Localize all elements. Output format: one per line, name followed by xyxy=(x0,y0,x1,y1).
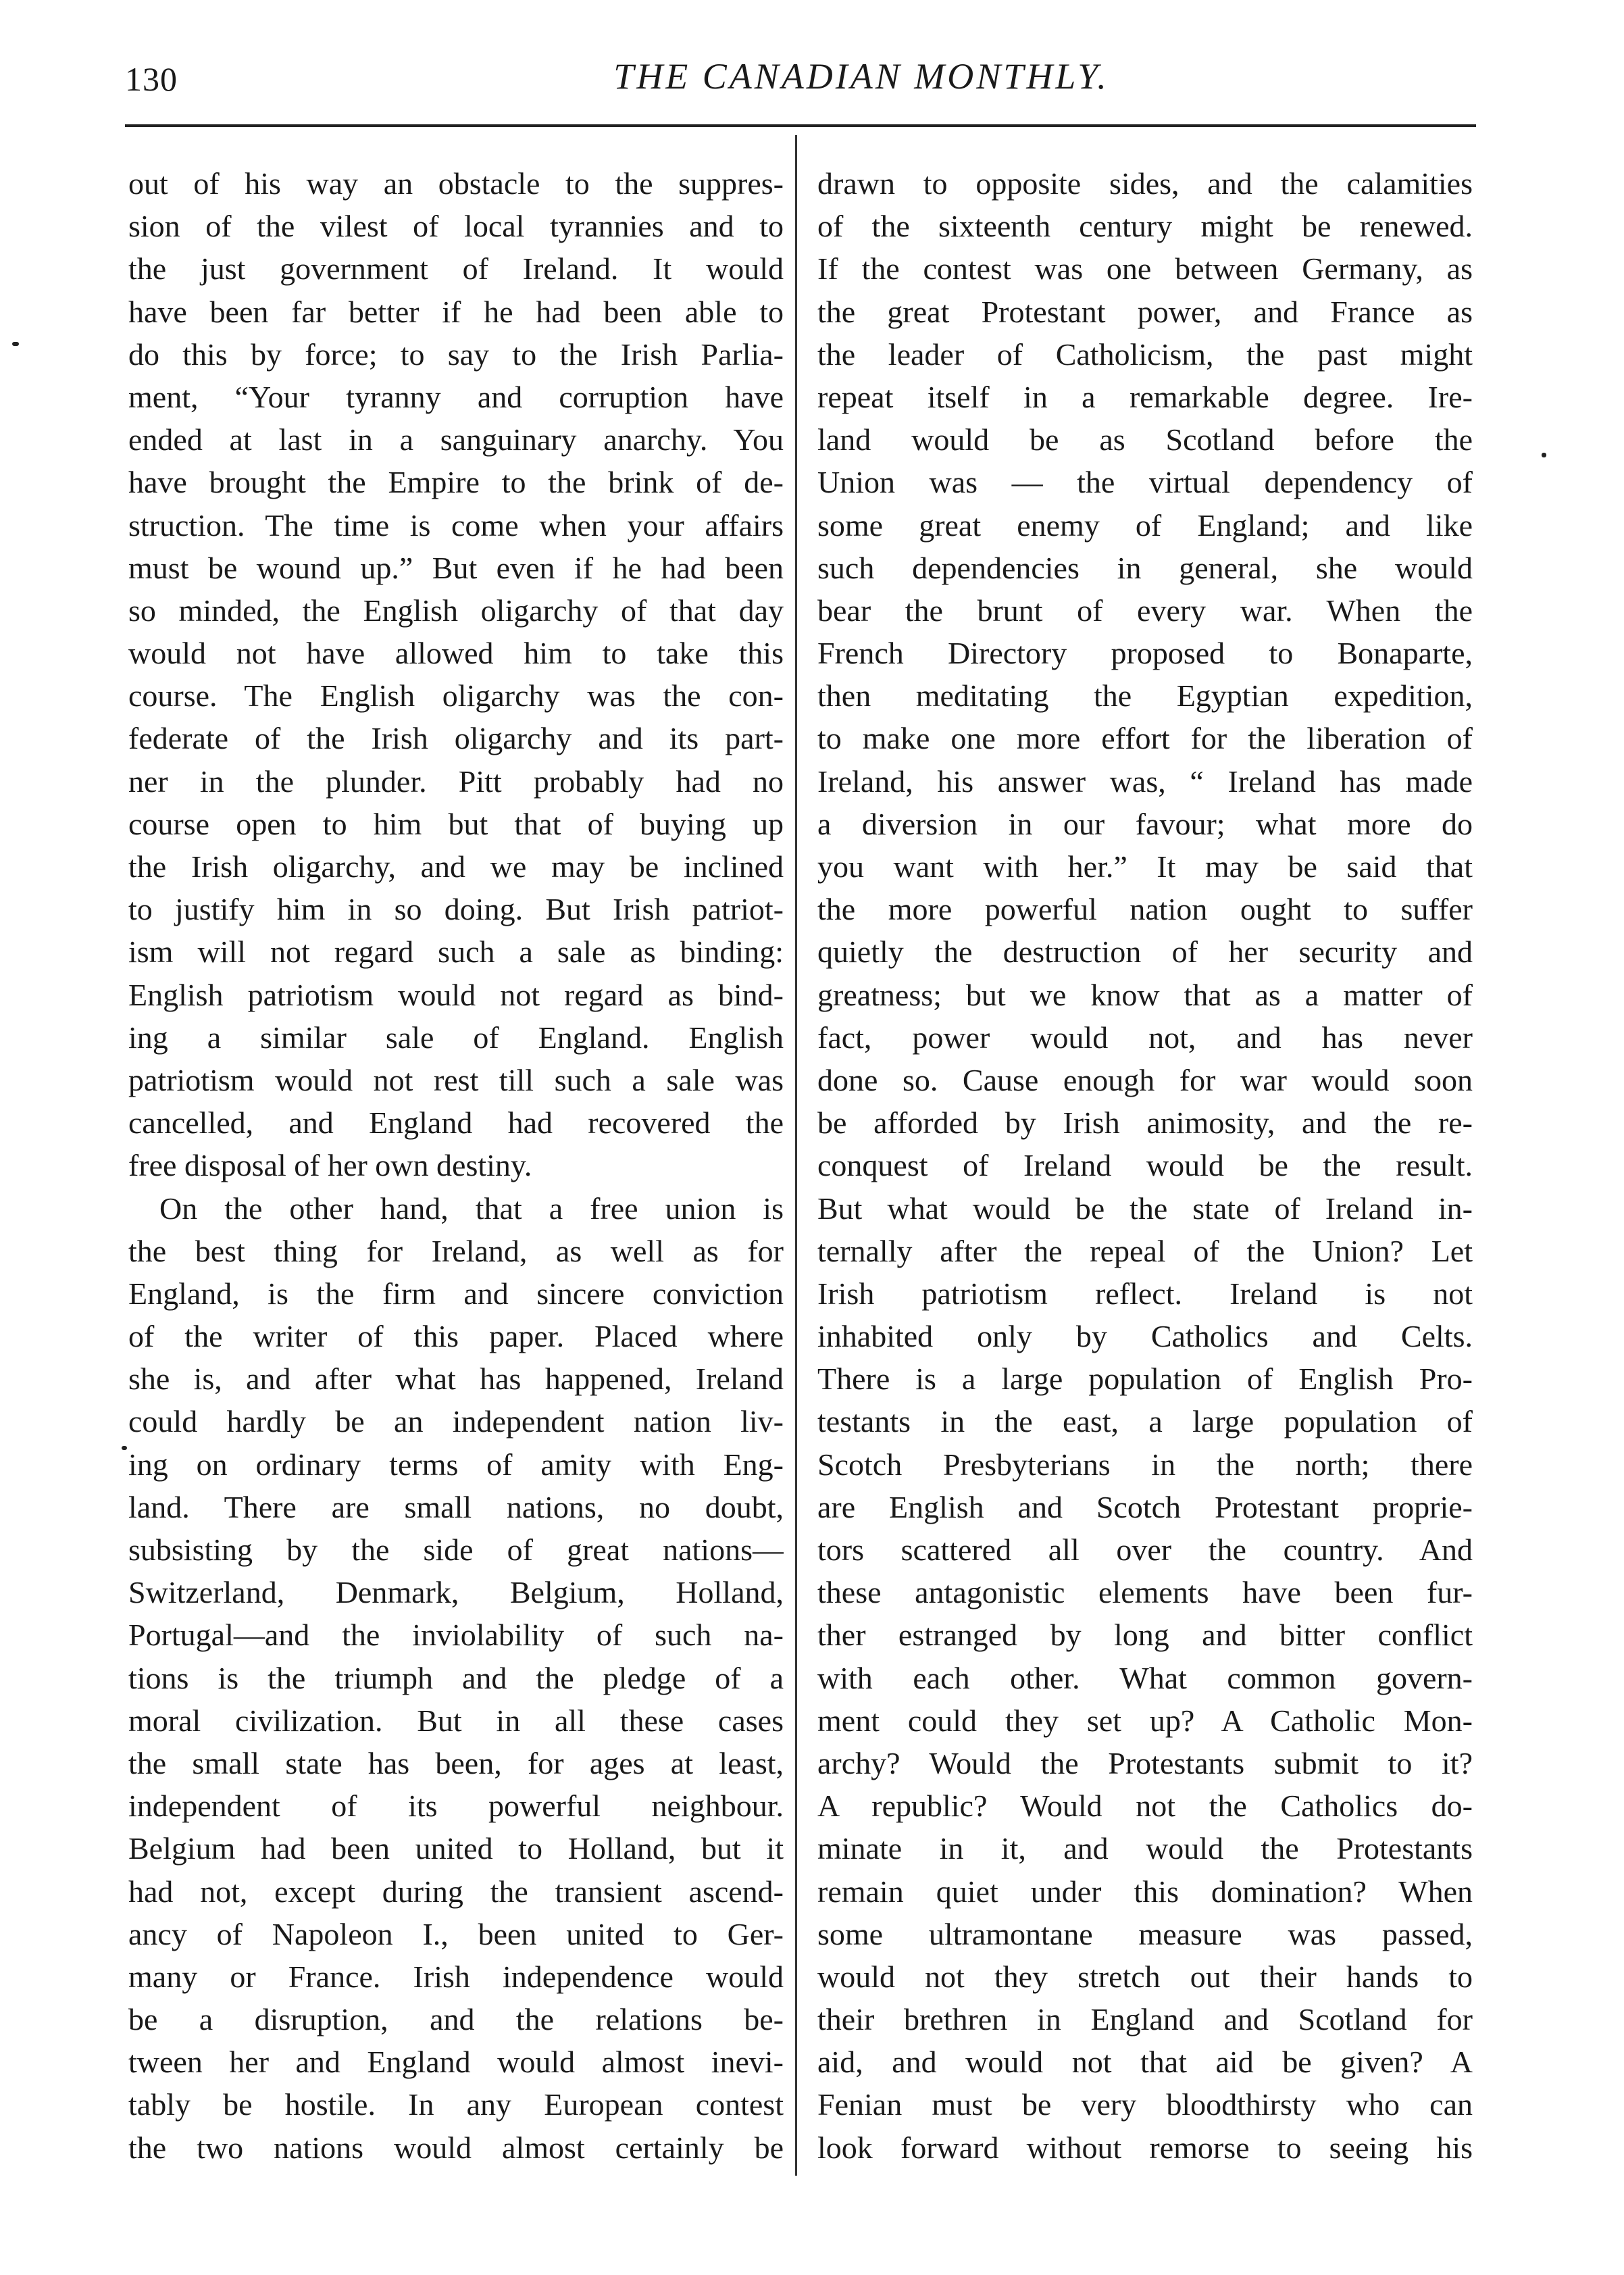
text-line: done so. Cause enough for war would soon xyxy=(817,1062,1473,1097)
text-line: course open to him but that of buying up xyxy=(128,806,784,841)
text-line: of the sixteenth century might be renewed. xyxy=(817,209,1473,244)
text-line: federate of the Irish oligarchy and its part- xyxy=(128,721,784,756)
text-line: tably be hostile. In any European contest xyxy=(128,2087,784,2122)
page-number: 130 xyxy=(125,60,178,98)
text-line: ended at last in a sanguinary anarchy. You xyxy=(128,422,784,457)
text-line: English patriotism would not regard as bind- xyxy=(128,977,784,1012)
text-line: look forward without remorse to seeing his xyxy=(817,2130,1473,2165)
text-line: have brought the Empire to the brink of de- xyxy=(128,465,784,500)
text-line: Switzerland, Denmark, Belgium, Holland, xyxy=(128,1575,784,1610)
text-line: A republic? Would not the Catholics do- xyxy=(817,1789,1473,1824)
text-line: of the writer of this paper. Placed where xyxy=(128,1319,784,1354)
text-line: a diversion in our favour; what more do xyxy=(817,806,1473,841)
text-line: subsisting by the side of great nations— xyxy=(128,1532,784,1567)
text-line: Irish patriotism reflect. Ireland is not xyxy=(817,1276,1473,1311)
text-line: many or France. Irish independence would xyxy=(128,1959,784,1994)
text-line: ism will not regard such a sale as binding: xyxy=(128,934,784,970)
text-line: quietly the destruction of her security and xyxy=(817,934,1473,970)
text-line: Ireland, his answer was, “ Ireland has made xyxy=(817,764,1473,799)
column-rule xyxy=(795,135,797,2176)
text-line: course. The English oligarchy was the con- xyxy=(128,678,784,714)
text-line: so minded, the English oligarchy of that day xyxy=(128,593,784,628)
text-line: tions is the triumph and the pledge of a xyxy=(128,1660,784,1695)
text-line: greatness; but we know that as a matter of xyxy=(817,977,1473,1012)
text-line: remain quiet under this domination? When xyxy=(817,1874,1473,1909)
text-line: drawn to opposite sides, and the calamities xyxy=(817,166,1473,201)
text-line: the great Protestant power, and France as xyxy=(817,294,1473,329)
text-line: Union was — the virtual dependency of xyxy=(817,465,1473,500)
text-line: cancelled, and England had recovered the xyxy=(128,1105,784,1141)
text-line: ment, “Your tyranny and corruption have xyxy=(128,379,784,414)
text-line: have been far better if he had been able to xyxy=(128,294,784,329)
text-line: would not have allowed him to take this xyxy=(128,636,784,671)
text-line: to make one more effort for the liberation of xyxy=(817,721,1473,756)
text-line: she is, and after what has happened, Ireland xyxy=(128,1361,784,1397)
text-line: struction. The time is come when your affairs xyxy=(128,507,784,543)
text-line: do this by force; to say to the Irish Parlia- xyxy=(128,336,784,372)
text-line: some great enemy of England; and like xyxy=(817,507,1473,543)
text-line: There is a large population of English Pro- xyxy=(817,1361,1473,1397)
text-line: ther estranged by long and bitter conflict xyxy=(817,1618,1473,1653)
right-column xyxy=(817,162,1473,2169)
text-line: some ultramontane measure was passed, xyxy=(817,1916,1473,1951)
text-line: free disposal of her own destiny. xyxy=(128,1148,532,1183)
text-line: had not, except during the transient ascend- xyxy=(128,1874,784,1909)
text-line: ancy of Napoleon I., been united to Ger- xyxy=(128,1916,784,1951)
text-line: aid, and would not that aid be given? A xyxy=(817,2045,1473,2080)
text-line: moral civilization. But in all these cases xyxy=(128,1703,784,1738)
left-column xyxy=(128,162,784,2169)
text-line: conquest of Ireland would be the result. xyxy=(817,1148,1473,1183)
text-line: If the contest was one between Germany, as xyxy=(817,251,1473,286)
text-line: Portugal—and the inviolability of such na- xyxy=(128,1618,784,1653)
text-line: tors scattered all over the country. And xyxy=(817,1532,1473,1567)
text-line: the just government of Ireland. It would xyxy=(128,251,784,286)
text-line: But what would be the state of Ireland in- xyxy=(817,1191,1473,1226)
text-line: be a disruption, and the relations be- xyxy=(128,2002,784,2037)
text-line: could hardly be an independent nation liv- xyxy=(128,1404,784,1439)
text-line: such dependencies in general, she would xyxy=(817,550,1473,585)
text-line: you want with her.” It may be said that xyxy=(817,849,1473,884)
text-line: would not they stretch out their hands to xyxy=(817,1959,1473,1994)
text-line: sion of the vilest of local tyrannies and to xyxy=(128,209,784,244)
text-line: their brethren in England and Scotland for xyxy=(817,2002,1473,2037)
text-line: then meditating the Egyptian expedition, xyxy=(817,678,1473,714)
text-line: are English and Scotch Protestant proprie- xyxy=(817,1489,1473,1524)
text-line: repeat itself in a remarkable degree. Ire- xyxy=(817,379,1473,414)
text-line: England, is the firm and sincere conviction xyxy=(128,1276,784,1311)
text-line: fact, power would not, and has never xyxy=(817,1020,1473,1055)
header-rule xyxy=(125,124,1476,127)
text-line: Scotch Presbyterians in the north; there xyxy=(817,1447,1473,1482)
text-line: ing a similar sale of England. English xyxy=(128,1020,784,1055)
text-line: ternally after the repeal of the Union? Let xyxy=(817,1233,1473,1268)
text-line: must be wound up.” But even if he had been xyxy=(128,550,784,585)
text-line: ner in the plunder. Pitt probably had no xyxy=(128,764,784,799)
text-line: the more powerful nation ought to suffer xyxy=(817,892,1473,927)
text-line: with each other. What common govern- xyxy=(817,1660,1473,1695)
text-line: Fenian must be very bloodthirsty who can xyxy=(817,2087,1473,2122)
text-line: out of his way an obstacle to the suppres- xyxy=(128,166,784,201)
text-line: to justify him in so doing. But Irish patriot- xyxy=(128,892,784,927)
text-line: the best thing for Ireland, as well as for xyxy=(128,1233,784,1268)
text-line: archy? Would the Protestants submit to it? xyxy=(817,1745,1473,1780)
text-line: patriotism would not rest till such a sale was xyxy=(128,1062,784,1097)
text-line: testants in the east, a large population of xyxy=(817,1404,1473,1439)
text-line: land would be as Scotland before the xyxy=(817,422,1473,457)
text-line: Belgium had been united to Holland, but it xyxy=(128,1831,784,1866)
text-line: independent of its powerful neighbour. xyxy=(128,1789,784,1824)
margin-mark xyxy=(1542,453,1546,457)
text-line: ment could they set up? A Catholic Mon- xyxy=(817,1703,1473,1738)
running-title: THE CANADIAN MONTHLY. xyxy=(613,56,1109,97)
text-line: the leader of Catholicism, the past might xyxy=(817,336,1473,372)
text-line: minate in it, and would the Protestants xyxy=(817,1831,1473,1866)
margin-mark xyxy=(12,342,19,346)
margin-mark xyxy=(122,1446,127,1450)
text-line: the two nations would almost certainly be xyxy=(128,2130,784,2165)
text-line: inhabited only by Catholics and Celts. xyxy=(817,1319,1473,1354)
text-line: French Directory proposed to Bonaparte, xyxy=(817,636,1473,671)
text-line: On the other hand, that a free union is xyxy=(159,1191,784,1226)
text-line: the Irish oligarchy, and we may be inclined xyxy=(128,849,784,884)
text-line: bear the brunt of every war. When the xyxy=(817,593,1473,628)
text-line: ing on ordinary terms of amity with Eng- xyxy=(128,1447,784,1482)
text-line: tween her and England would almost inevi- xyxy=(128,2045,784,2080)
text-line: the small state has been, for ages at least, xyxy=(128,1745,784,1780)
text-line: land. There are small nations, no doubt, xyxy=(128,1489,784,1524)
text-line: these antagonistic elements have been fur- xyxy=(817,1575,1473,1610)
text-line: be afforded by Irish animosity, and the re- xyxy=(817,1105,1473,1141)
